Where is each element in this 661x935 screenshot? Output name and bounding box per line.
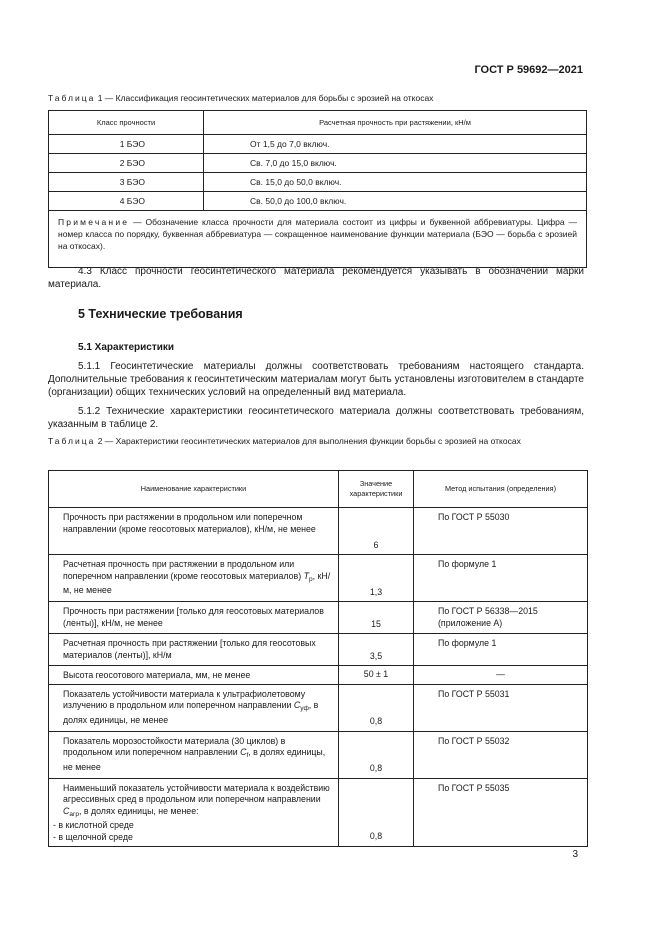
table-row: [49, 684, 588, 731]
subsection-title: 5.1 Характеристики: [78, 342, 175, 353]
symbol: С: [63, 805, 70, 816]
table2-cell-name-suffix: , кН/м, не менее: [63, 570, 331, 595]
symbol-subscript: f: [246, 752, 249, 759]
table1-cell-value: Св. 50,0 до 100,0 включ.: [204, 192, 587, 211]
table1-note-text: — Обозначение класса прочности для материала состоит из цифры и буквенной аббревиатуры. Цифра — номер класса по порядку, буквенная аббревиатура — сокращенное наименование функции материала (БЭО — борьба с эрозией на откосах).: [58, 217, 577, 251]
table2-cell-method: По ГОСТ Р 55035: [414, 778, 588, 846]
table2-col-method: Метод испытания (определения): [414, 471, 588, 508]
table2-cell-name: [49, 778, 339, 846]
table1-caption-label: Таблица: [48, 93, 96, 103]
table2-cell-name-text: Показатель устойчивости материала к ультрафиолетовому излучению в продольном или поперечном направлении: [63, 688, 306, 710]
table2-cell-name-suffix: , в долях единицы, не менее:: [78, 805, 199, 816]
list-item: - в кислотной среде: [53, 820, 134, 830]
table2-cell-name-text: Расчетная прочность при растяжении в продольном или поперечном направлении (кроме геосотовых материалов): [63, 559, 304, 581]
table1-cell-class: 2 БЭО: [49, 154, 204, 173]
table1-cell-class: 1 БЭО: [49, 135, 204, 154]
table2-cell-value: 15: [339, 602, 414, 634]
paragraph-4-3: 4.3 Класс прочности геосинтетического материала рекомендуется указывать в обозначении марки материала.: [48, 266, 584, 290]
table2-col-name: Наименование характеристики: [49, 471, 339, 508]
paragraph-5-1-1: 5.1.1 Геосинтетические материалы должны соответствовать требованиям настоящего стандарта. Дополнительные требования к геосинтетическим материалам могут быть установлены изготовителем в стандарте (организации) общих технических условий на определенный вид материала.: [48, 361, 584, 398]
table1-caption-text: 1 — Классификация геосинтетических материалов для борьбы с эрозией на откосах: [95, 93, 434, 103]
table2-cell-method: По формуле 1: [414, 555, 588, 602]
table1-cell-value: От 1,5 до 7,0 включ.: [204, 135, 587, 154]
table2-cell-name: [49, 731, 339, 778]
table1-caption: [48, 93, 433, 104]
table2-cell-value: 0,8: [339, 731, 414, 778]
table2-cell-method: По ГОСТ Р 56338—2015 (приложение А): [414, 602, 588, 634]
table2-cell-value: 0,8: [339, 684, 414, 731]
table-row: [49, 634, 588, 666]
table2-cell-name-suffix: , в долях единицы, не менее: [63, 700, 319, 725]
table2-cell-value: 6: [339, 508, 414, 555]
table-row: [49, 135, 587, 154]
page-number: 3: [572, 849, 578, 860]
paragraph-5-1-2: 5.1.2 Технические характеристики геосинтетического материала должны соответствовать требованиям, указанным в таблице 2.: [48, 406, 584, 430]
table2-cell-name-text: Показатель морозостойкости материала (30 циклов) в продольном или поперечном направлении: [63, 735, 286, 757]
table1-cell-value: Св. 7,0 до 15,0 включ.: [204, 154, 587, 173]
symbol-subscript: р: [308, 575, 313, 583]
table2-cell-name-text: Наименьший показатель устойчивости материала к воздействию агрессивных сред в продольном или поперечном направлении: [63, 782, 330, 804]
table-row: [49, 602, 588, 634]
table-row: [49, 555, 588, 602]
symbol-subscript: агр: [69, 810, 79, 818]
table-row: [49, 173, 587, 192]
table2-cell-name: Высота геосотового материала, мм, не менее: [49, 666, 339, 685]
table2-cell-method: По ГОСТ Р 55031: [414, 684, 588, 731]
table1: [48, 110, 587, 268]
table2-cell-value: 50 ± 1: [339, 666, 414, 685]
table1-header-row: [49, 111, 587, 135]
table1-col-strength: Расчетная прочность при растяжении, кН/м: [204, 111, 587, 135]
section-title: 5 Технические требования: [78, 307, 243, 321]
symbol: С: [240, 747, 247, 757]
table2-cell-name: Расчетная прочность при растяжении [только для геосотовых материалов (ленты)], кН/м: [49, 634, 339, 666]
table2-cell-name: [49, 555, 339, 602]
document-header: ГОСТ Р 59692—2021: [474, 64, 583, 76]
table2-col-value: Значение характеристики: [339, 471, 414, 508]
symbol: T: [303, 570, 309, 581]
table2-cell-value: 1,3: [339, 555, 414, 602]
table2-caption-label: Таблица: [48, 436, 96, 446]
table2-cell-method: По формуле 1: [414, 634, 588, 666]
table-row: [49, 508, 588, 555]
table2-cell-value: 0,8: [339, 778, 414, 846]
table2-caption-text: 2 — Характеристики геосинтетических материалов для выполнения функции борьбы с эрозией на откосах: [95, 436, 521, 446]
table2-cell-method: По ГОСТ Р 55030: [414, 508, 588, 555]
table2-cell-value: 3,5: [339, 634, 414, 666]
table2-cell-method: —: [414, 666, 588, 685]
table1-col-class: Класс прочности: [49, 111, 204, 135]
table1-note-label: Примечание: [58, 217, 130, 227]
table2-cell-name: Прочность при растяжении [только для геосотовых материалов (ленты)], кН/м, не менее: [49, 602, 339, 634]
table-row: [49, 778, 588, 846]
table1-cell-class: 3 БЭО: [49, 173, 204, 192]
table-row: [49, 192, 587, 211]
list-item: - в щелочной среде: [53, 831, 133, 842]
table2-cell-name-suffix: , в долях единицы, не менее: [63, 747, 326, 772]
symbol: С: [293, 700, 301, 710]
table2-cell-method: По ГОСТ Р 55032: [414, 731, 588, 778]
symbol-subscript: уф: [300, 705, 309, 712]
table-row: [49, 731, 588, 778]
table2: [48, 470, 588, 847]
table2-caption: [48, 436, 586, 447]
table-row: [49, 666, 588, 685]
table1-note-row: [49, 211, 587, 268]
table1-cell-value: Св. 15,0 до 50,0 включ.: [204, 173, 587, 192]
table1-cell-class: 4 БЭО: [49, 192, 204, 211]
table2-header-row: [49, 471, 588, 508]
table2-cell-name: Прочность при растяжении в продольном или поперечном направлении (кроме геосотовых материалов), кН/м, не менее: [49, 508, 339, 555]
table-row: [49, 154, 587, 173]
table1-note: [49, 211, 587, 268]
table2-cell-name: [49, 684, 339, 731]
